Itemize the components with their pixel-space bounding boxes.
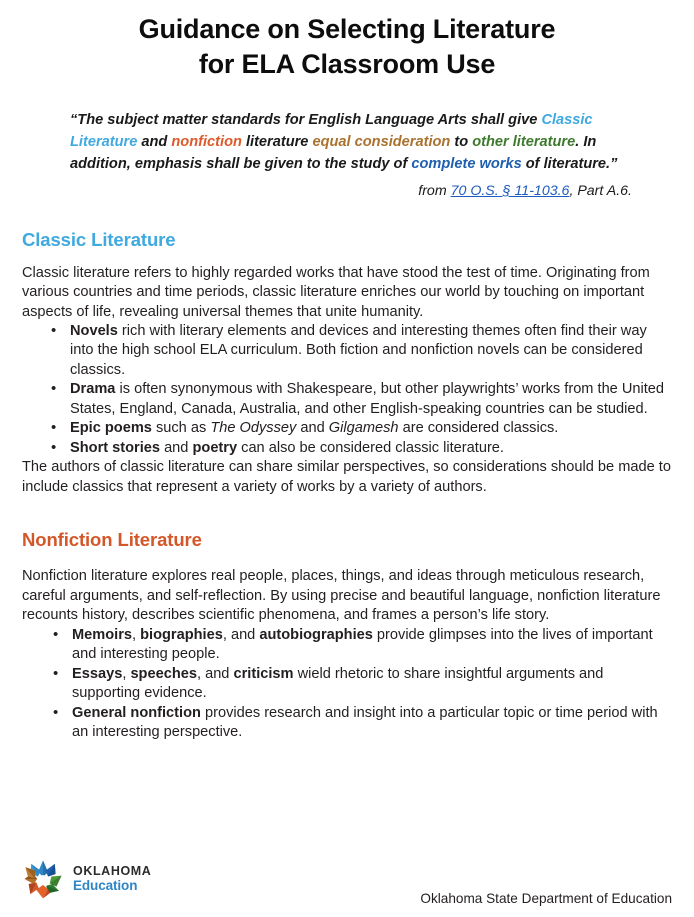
- nonfiction-literature-bullet-list: [22, 626, 672, 743]
- bullet-text: and: [160, 439, 193, 456]
- citation-suffix: , Part A.6.: [569, 182, 632, 199]
- bullet-lead-term: Memoirs: [72, 626, 133, 643]
- quote-segment-6: of literature.”: [521, 156, 618, 173]
- bullet-separator: , and: [196, 665, 234, 682]
- work-title-gilgamesh: Gilgamesh: [328, 420, 399, 437]
- bullet-separator: ,: [122, 665, 131, 682]
- bullet-lead-term-2: speeches: [130, 665, 197, 682]
- quote-open-mark: “: [70, 112, 78, 129]
- bullet-text: rich with literary elements and devices and interesting themes often find their way into the high school ELA curriculum. Both fiction and nonfiction novels can be considered classics.: [70, 323, 647, 378]
- bullet-text: are considered classics.: [398, 420, 559, 437]
- list-item: [22, 626, 672, 665]
- classic-outro-paragraph: The authors of classic literature can share similar perspectives, so considerations should be made to include classics that represent a variety of works by a variety of authors.: [22, 459, 671, 495]
- logo-oklahoma-text: OKLAHOMA: [73, 864, 152, 879]
- bullet-separator: ,: [132, 626, 141, 643]
- classic-intro-paragraph: Classic literature refers to highly regarded works that have stood the test of time. Originating from various countries and time periods, classic literature enriches our world by touching on important aspects of life, revealing universal themes that unite humanity.: [22, 264, 650, 320]
- oklahoma-education-logo: [22, 858, 151, 900]
- section-heading-nonfiction-literature: Nonfiction Literature: [22, 529, 202, 551]
- quote-term-other-literature: other literature: [472, 134, 576, 151]
- quote-segment-1: The subject matter standards for English Language Arts shall give: [77, 112, 542, 129]
- bullet-lead-term-3: autobiographies: [259, 626, 373, 643]
- quote-segment-4: to: [450, 134, 473, 151]
- footer-agency-name: Oklahoma State Department of Education: [420, 891, 672, 906]
- list-item: [22, 439, 672, 458]
- statute-quote-block: [70, 109, 632, 199]
- page-footer: [0, 841, 694, 917]
- quote-term-equal-consideration: equal consideration: [312, 134, 451, 151]
- list-item: [22, 704, 672, 743]
- work-title-odyssey: The Odyssey: [210, 420, 297, 437]
- bullet-lead-term: Short stories: [70, 439, 161, 456]
- bullet-text: provide glimpses into the lives of important and interesting people.: [72, 626, 653, 663]
- logo-education-text: Education: [73, 877, 138, 893]
- quote-segment-2: and: [137, 134, 172, 151]
- bullet-text: wield rhetoric to share insightful arguments and supporting evidence.: [72, 665, 604, 702]
- nonfiction-intro-paragraph: Nonfiction literature explores real people, places, things, and ideas through meticulous research, careful arguments, and self-reflection. By using precise and beautiful language, nonfiction literature recounts history, describes scientific phenomena, and frames a person’s life story.: [22, 568, 661, 624]
- bullet-lead-term-3: criticism: [233, 665, 294, 682]
- bullet-lead-term: Epic poems: [70, 420, 152, 437]
- bullet-text: such as: [151, 420, 211, 437]
- bullet-separator: , and: [222, 626, 260, 643]
- statute-link[interactable]: 70 O.S. § 11-103.6: [450, 182, 570, 199]
- bullet-text: can also be considered classic literature.: [237, 439, 504, 456]
- quote-term-nonfiction: nonfiction: [171, 134, 242, 151]
- classic-literature-bullet-list: [22, 322, 672, 458]
- page-title-line-2: for ELA Classroom Use: [198, 48, 496, 79]
- list-item: [22, 322, 672, 380]
- quote-segment-5: . In addition, emphasis shall be given to the study of: [70, 134, 597, 173]
- section-nonfiction-literature: [22, 529, 672, 742]
- logo-wordmark: [73, 865, 151, 893]
- bullet-lead-term: General nonfiction: [72, 704, 201, 721]
- statute-citation: [70, 183, 632, 199]
- bullet-text: provides research and insight into a particular topic or time period with an interesting perspective.: [72, 704, 658, 740]
- bullet-lead-term-2: biographies: [140, 626, 223, 643]
- bullet-lead-term: Drama: [70, 381, 116, 398]
- bullet-lead-term-2: poetry: [192, 439, 238, 456]
- quote-term-classic-literature: Classic Literature: [70, 112, 593, 151]
- section-classic-literature: [22, 229, 672, 498]
- citation-prefix: from: [418, 182, 451, 199]
- section-heading-classic-literature: Classic Literature: [22, 228, 176, 250]
- page-title-line-1: Guidance on Selecting Literature: [138, 14, 556, 44]
- bullet-text: and: [296, 420, 329, 437]
- page-title: [22, 0, 672, 81]
- list-item: [22, 419, 672, 438]
- bullet-lead-term: Novels: [70, 323, 118, 340]
- quote-segment-3: literature: [241, 134, 313, 151]
- list-item: [22, 380, 672, 419]
- bullet-lead-term: Essays: [72, 665, 123, 682]
- quote-term-complete-works: complete works: [411, 156, 522, 173]
- list-item: [22, 665, 672, 704]
- statute-quote: [70, 109, 632, 176]
- bullet-text: is often synonymous with Shakespeare, but other playwrights’ works from the United States, England, Canada, Australia, and other English-speaking countries can be studied.: [70, 381, 665, 417]
- oklahoma-starburst-icon: [22, 858, 64, 900]
